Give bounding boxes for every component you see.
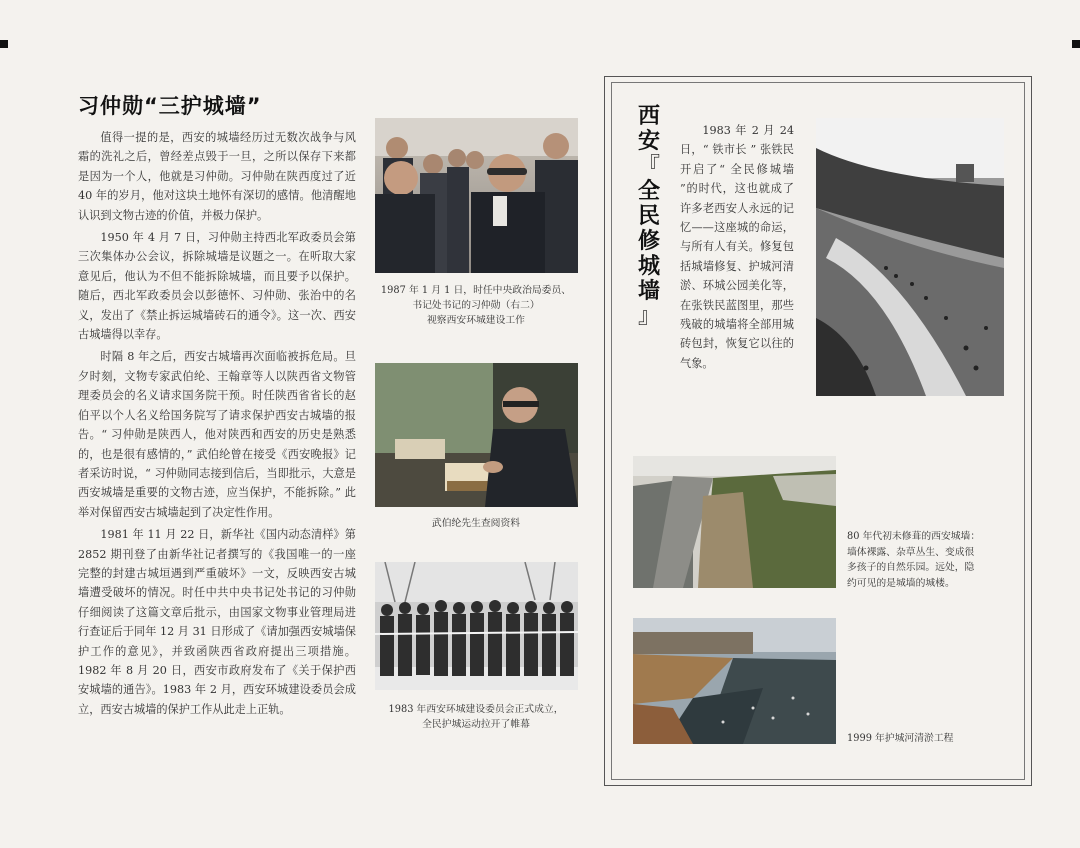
photo-moat-excavation [816, 118, 1004, 396]
sidebar-text [680, 121, 794, 373]
vertical-section-title: 西 安 『 全 民 修 城 墙 』 [637, 104, 660, 329]
photo-scholar-reading [375, 363, 578, 507]
paragraph: 时隔 8 年之后，西安古城墙再次面临被拆危局。旦夕时刻，文物专家武伯纶、王翰章等人以陕西省文物管理委员会的名义请求国务院干预。时任陕西省省长的赵伯平以个人名义给国务院写了请求保护西安古城墙的报告。“ 习仲勋是陕西人，他对陕西和西安的历史是熟悉的，也是很有感情的，” 武伯纶曾在接受《西安晚报》记者采访时说，“ 习仲勋同志接到信后，当即批示，大意是西安城墙是重要的文物古迹，应当保护，不能拆除。” 此举对保留西安古城墙起到了决定性作用。 [78, 350, 356, 519]
paragraph: 1981 年 11 月 22 日，新华社《国内动态清样》第 2852 期刊登了由新华社记者撰写的《我国唯一的一座完整的封建古城垣遇到严重破坏》一文，反映西安古城墙遭受破坏的情况。时任中共中央书记处书记的习仲勋仔细阅读了这篇文章后批示，由国家文物事业管理局进行查证后于同年 12 月 31 日形成了《请加强西安城墙保护工作的意见》，并致函陕西省政府提出三项措施。1982 年 8 月 20 日，西安市政府发布了《关于保护西安城墙的通告》。1983 年 2 月，西安环城建设委员会成立，西安古城墙的保护工作从此走上正轨。 [78, 528, 356, 716]
body-text-column [78, 128, 356, 722]
photo-xi-zhongxun-inspection [375, 118, 578, 273]
photo-caption: 1999 年护城河清淤工程 [847, 733, 954, 744]
photo-unrepaired-wall [633, 456, 836, 588]
photo-caption: 1983 年西安环城建设委员会正式成立， 全民护城运动拉开了帷幕 [388, 704, 564, 730]
corner-mark-right [1072, 40, 1080, 48]
section-title: 习仲勋“三护城墙” [78, 94, 262, 118]
photo-moat-dredging-1999 [633, 618, 836, 744]
photo-caption: 武伯纶先生查阅资料 [431, 518, 521, 529]
paragraph: 1983 年 2 月 24 日，“ 铁市长 ” 张铁民开启了“ 全民修城墙 ”的时代，这也就成了许多老西安人永远的记忆——这座城的命运，与所有人有关。修复包括城墙修复、护城河清淤、环城公园美化等，在张铁民蓝图里，那些残破的城墙将全部用城砖包封，恢复它以往的气象。 [680, 124, 794, 370]
photo-caption: 1987 年 1 月 1 日，时任中央政治局委员、 书记处书记的习仲勋（右二） 视察西安环城建设工作 [380, 285, 572, 326]
photo-committee-founding [375, 562, 578, 690]
paragraph: 1950 年 4 月 7 日，习仲勋主持西北军政委员会第三次集体办公会议，拆除城墙是议题之一。在听取大家意见后，他认为不但不能拆除城墙，而且要予以保护。随后，西北军政委员会以彭德怀、习仲勋、张治中的名义，发出了《禁止拆运城墙砖石的通令》。这一次、西安古城墙得以幸存。 [78, 231, 356, 342]
paragraph: 值得一提的是，西安的城墙经历过无数次战争与风霜的洗礼之后，曾经差点毁于一旦，之所以保存下来都是因为一个人，他就是习仲勋。习仲勋在陕西度过了近 40 年的岁月，他对这块土地怀有深切的感情。他清醒地认识到文物古迹的价值，并极力保护。 [78, 131, 356, 222]
photo-caption: 80 年代初未修葺的西安城墙： 墙体裸露、杂草丛生、变成很 多孩子的自然乐园。远处，隐 约可见的是城墙的城楼。 [847, 531, 981, 589]
corner-mark-left [0, 40, 8, 48]
